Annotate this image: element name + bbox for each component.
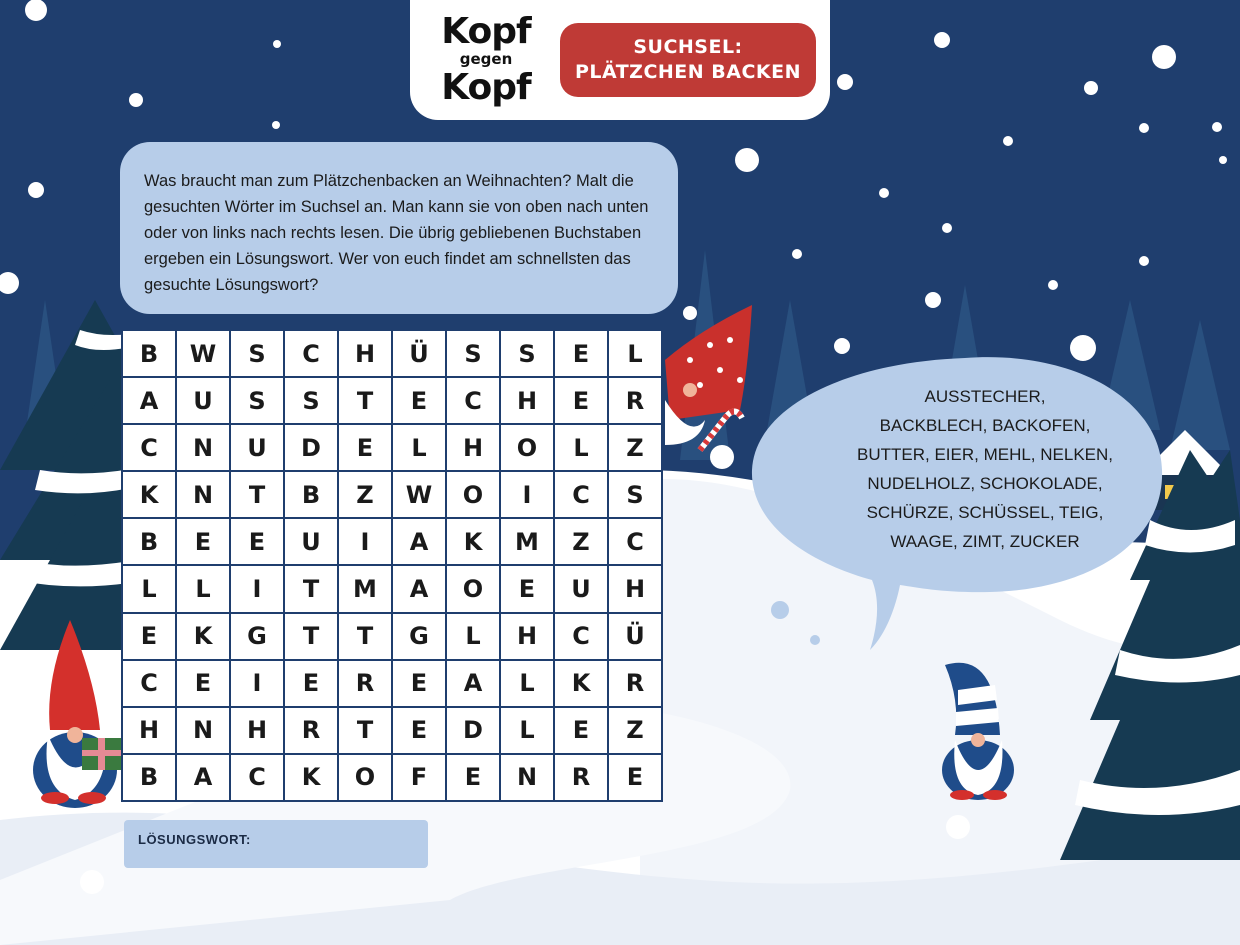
grid-cell[interactable]: E	[231, 519, 283, 564]
word-list	[830, 382, 1140, 556]
title-line-1: SUCHSEL:	[633, 36, 743, 59]
word-list-line: WAAGE, ZIMT, ZUCKER	[890, 532, 1080, 551]
grid-cell[interactable]: G	[231, 614, 283, 659]
grid-cell[interactable]: L	[177, 566, 229, 611]
word-list-line: SCHÜRZE, SCHÜSSEL, TEIG,	[866, 503, 1104, 522]
grid-cell[interactable]: L	[393, 425, 445, 470]
grid-cell[interactable]: F	[393, 755, 445, 800]
grid-cell[interactable]: H	[501, 378, 553, 423]
grid-cell[interactable]: K	[285, 755, 337, 800]
solution-label: LÖSUNGSWORT:	[138, 832, 251, 847]
grid-cell[interactable]: C	[555, 472, 607, 517]
grid-cell[interactable]: E	[177, 519, 229, 564]
grid-cell[interactable]: E	[555, 331, 607, 376]
grid-cell[interactable]: U	[177, 378, 229, 423]
instructions-box	[120, 142, 678, 314]
grid-cell[interactable]: T	[339, 708, 391, 753]
grid-cell[interactable]: W	[393, 472, 445, 517]
grid-cell[interactable]: A	[447, 661, 499, 706]
grid-cell[interactable]: C	[123, 425, 175, 470]
grid-cell[interactable]: N	[177, 425, 229, 470]
grid-cell[interactable]: B	[123, 331, 175, 376]
grid-cell[interactable]: B	[123, 755, 175, 800]
grid-cell[interactable]: E	[177, 661, 229, 706]
grid-cell[interactable]: E	[123, 614, 175, 659]
word-search-grid	[121, 329, 663, 802]
grid-cell[interactable]: G	[393, 614, 445, 659]
grid-cell[interactable]: D	[447, 708, 499, 753]
grid-cell[interactable]: A	[177, 755, 229, 800]
grid-cell[interactable]: O	[447, 566, 499, 611]
grid-cell[interactable]: O	[447, 472, 499, 517]
grid-cell[interactable]: I	[231, 661, 283, 706]
grid-cell[interactable]: K	[123, 472, 175, 517]
grid-cell[interactable]: O	[339, 755, 391, 800]
grid-cell[interactable]: K	[177, 614, 229, 659]
grid-cell[interactable]: B	[285, 472, 337, 517]
grid-cell[interactable]: I	[339, 519, 391, 564]
grid-cell[interactable]: E	[555, 378, 607, 423]
grid-cell[interactable]: L	[447, 614, 499, 659]
grid-cell[interactable]: S	[285, 378, 337, 423]
grid-cell[interactable]: E	[501, 566, 553, 611]
word-list-line: AUSSTECHER,	[924, 387, 1046, 406]
word-list-line: NUDELHOLZ, SCHOKOLADE,	[867, 474, 1103, 493]
grid-cell[interactable]: R	[609, 378, 661, 423]
grid-cell[interactable]: N	[177, 472, 229, 517]
grid-cell[interactable]: E	[447, 755, 499, 800]
grid-cell[interactable]: L	[123, 566, 175, 611]
grid-cell[interactable]: U	[555, 566, 607, 611]
gift-icon	[82, 738, 122, 770]
grid-cell[interactable]: T	[285, 614, 337, 659]
grid-cell[interactable]: L	[609, 331, 661, 376]
grid-cell[interactable]: I	[501, 472, 553, 517]
grid-cell[interactable]: I	[231, 566, 283, 611]
grid-cell[interactable]: Z	[609, 708, 661, 753]
grid-cell[interactable]: H	[231, 708, 283, 753]
grid-cell[interactable]: A	[393, 566, 445, 611]
grid-cell[interactable]: N	[501, 755, 553, 800]
instructions-text: Was braucht man zum Plätzchenbacken an Weihnachten? Malt die gesuchten Wörter im Suchsel an. Man kann sie von oben nach unten oder von links nach rechts lesen. Die übrig gebliebenen Buchstaben ergeben ein Lösungswort. Wer von euch findet am schnellsten das gesuchte Lösungswort?	[144, 172, 649, 294]
grid-cell[interactable]: Ü	[393, 331, 445, 376]
grid-cell[interactable]: S	[231, 331, 283, 376]
word-list-line: BUTTER, EIER, MEHL, NELKEN,	[857, 445, 1113, 464]
grid-cell[interactable]: C	[231, 755, 283, 800]
grid-cell[interactable]: C	[285, 331, 337, 376]
grid-cell[interactable]: H	[447, 425, 499, 470]
grid-cell[interactable]: T	[339, 614, 391, 659]
grid-cell[interactable]: H	[339, 331, 391, 376]
grid-cell[interactable]: E	[339, 425, 391, 470]
grid-cell[interactable]: M	[501, 519, 553, 564]
grid-cell[interactable]: S	[501, 331, 553, 376]
grid-cell[interactable]: C	[447, 378, 499, 423]
grid-cell[interactable]: S	[231, 378, 283, 423]
grid-cell[interactable]: S	[609, 472, 661, 517]
grid-cell[interactable]: C	[123, 661, 175, 706]
grid-cell[interactable]: K	[555, 661, 607, 706]
grid-cell[interactable]: E	[609, 755, 661, 800]
grid-cell[interactable]: U	[231, 425, 283, 470]
grid-cell[interactable]: Ü	[609, 614, 661, 659]
grid-cell[interactable]: L	[501, 661, 553, 706]
grid-cell[interactable]: W	[177, 331, 229, 376]
grid-cell[interactable]: R	[555, 755, 607, 800]
grid-cell[interactable]: R	[285, 708, 337, 753]
title-line-2: PLÄTZCHEN BACKEN	[574, 61, 802, 83]
grid-cell[interactable]: A	[393, 519, 445, 564]
grid-cell[interactable]: T	[339, 378, 391, 423]
grid-cell[interactable]: E	[393, 661, 445, 706]
grid-cell[interactable]: C	[555, 614, 607, 659]
grid-cell[interactable]: E	[555, 708, 607, 753]
grid-cell[interactable]: A	[123, 378, 175, 423]
grid-cell[interactable]: E	[393, 708, 445, 753]
logo-line-1: Kopf	[441, 11, 531, 52]
grid-cell[interactable]: R	[609, 661, 661, 706]
grid-cell[interactable]: O	[501, 425, 553, 470]
grid-cell[interactable]: T	[231, 472, 283, 517]
word-list-line: BACKBLECH, BACKOFEN,	[879, 416, 1091, 435]
kopf-gegen-kopf-logo	[440, 11, 532, 108]
grid-cell[interactable]: H	[609, 566, 661, 611]
grid-cell[interactable]: L	[501, 708, 553, 753]
grid-cell[interactable]: S	[447, 331, 499, 376]
grid-cell[interactable]: E	[285, 661, 337, 706]
grid-cell[interactable]: K	[447, 519, 499, 564]
grid-cell[interactable]: Z	[609, 425, 661, 470]
grid-cell[interactable]: L	[555, 425, 607, 470]
grid-cell[interactable]: T	[285, 566, 337, 611]
page-title	[560, 23, 816, 97]
grid-cell[interactable]: M	[339, 566, 391, 611]
grid-cell[interactable]: N	[177, 708, 229, 753]
grid-cell[interactable]: R	[339, 661, 391, 706]
grid-cell[interactable]: C	[609, 519, 661, 564]
grid-cell[interactable]: H	[501, 614, 553, 659]
grid-cell[interactable]: Z	[339, 472, 391, 517]
grid-cell[interactable]: E	[393, 378, 445, 423]
grid-cell[interactable]: Z	[555, 519, 607, 564]
grid-cell[interactable]: H	[123, 708, 175, 753]
solution-field[interactable]	[124, 820, 428, 868]
grid-cell[interactable]: B	[123, 519, 175, 564]
grid-cell[interactable]: D	[285, 425, 337, 470]
logo-line-3: Kopf	[441, 67, 531, 108]
grid-cell[interactable]: U	[285, 519, 337, 564]
logo-line-2: gegen	[459, 50, 513, 68]
